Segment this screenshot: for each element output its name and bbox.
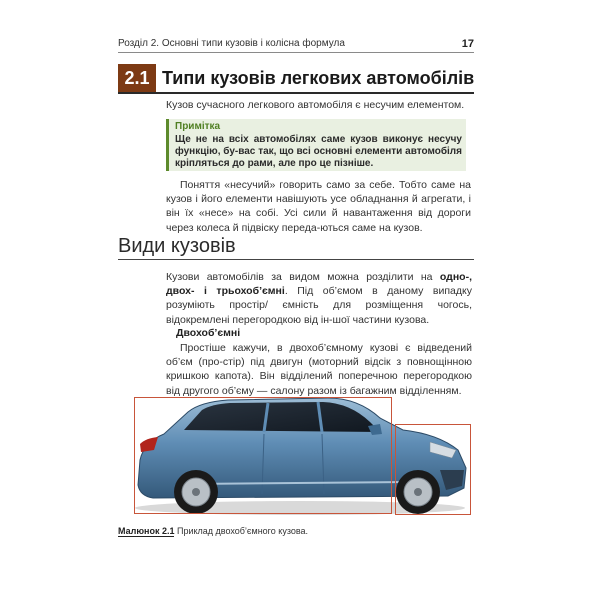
volume-outline-cabin <box>134 397 392 514</box>
paragraph-3-text: Простіше кажучи, в двохоб’ємному кузові є відведений об’єм (про-стір) під двигун (моторний відсік з повнощінною кришкою капота). Він відділений поперечною перегородкою від другого об’єму — салону разом із багажним відділенням. <box>166 342 472 397</box>
volume-outline-engine <box>395 424 471 515</box>
caption-text: Приклад двохоб’ємного кузова. <box>176 526 309 536</box>
note-box <box>166 119 466 171</box>
caption-label: Малюнок 2.1 <box>118 526 175 536</box>
running-title: Розділ 2. Основні типи кузовів і колісна формула <box>118 38 345 49</box>
paragraph-2-part1: Кузови автомобілів за видом можна розділити на <box>166 271 440 283</box>
subheading-two-volume: Двохоб’ємні <box>176 327 241 339</box>
paragraph-2-bold: одно-, двох- і трьохоб’ємні <box>166 271 472 298</box>
section-number-badge: 2.1 <box>118 64 156 92</box>
paragraph-load-bearing <box>166 178 471 235</box>
note-body: Ще не на всіх автомобілях саме кузов виконує несучу функцію, бу-вас так, що всі основні елементи автомобіля кріпляться до рами, але про це пізніше. <box>175 134 462 169</box>
running-header <box>118 38 474 50</box>
paragraph-1-text: Поняття «несучий» говорить само за себе. Тобто саме на кузов і його елементи навішують усе обладнання й агрегати, і він їх «несе» на собі. Усі сили й навантаження від дороги через колеса й підвіску переда-ються саме на кузов. <box>166 179 471 234</box>
figure-caption <box>118 526 308 536</box>
subsection-rule <box>118 259 474 260</box>
paragraph-2-part2: . Під об’ємом в даному випадку розуміють простір/ ємність для розміщення чогось, відокремлені перегородкою від ін-шої частини кузова. <box>166 285 472 326</box>
subsection-title: Види кузовів <box>118 235 236 257</box>
page-number: 17 <box>461 38 474 50</box>
section-title: Типи кузовів легкових автомобілів <box>162 68 475 88</box>
note-title: Примітка <box>175 121 221 132</box>
section-rule <box>118 92 474 94</box>
paragraph-body-types <box>166 270 472 327</box>
intro-paragraph: Кузов сучасного легкового автомобіля є несучим елементом. <box>166 99 465 111</box>
header-rule <box>118 52 474 53</box>
